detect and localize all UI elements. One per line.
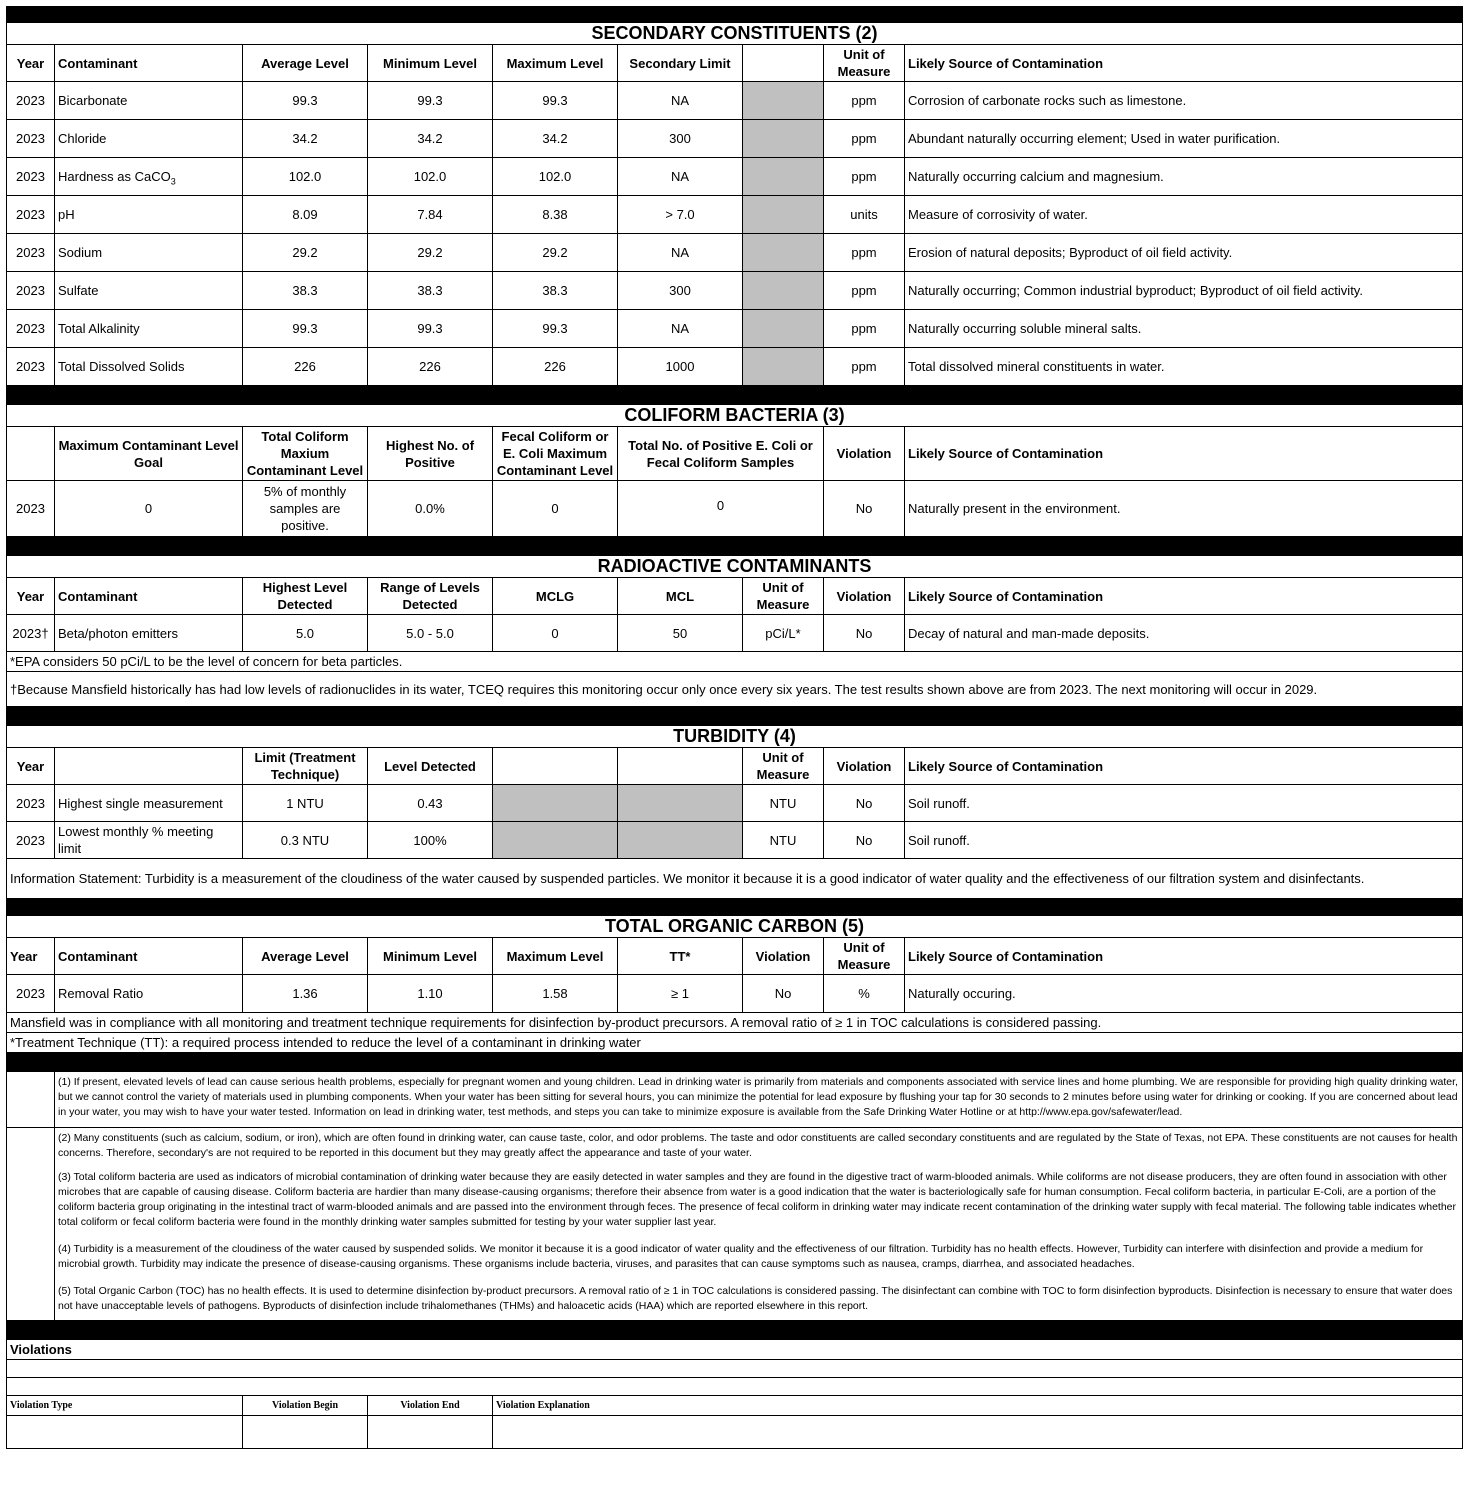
year-cell: 2023 [7, 272, 55, 310]
footnote-5: (5) Total Organic Carbon (TOC) has no health effects. It is used to determine disinfection by-product precursors. A removal ratio of ≥ 1 in TOC calculations is considered passing. The disinfectant can combine with TOC to form disinfection byproducts. Disinfection is necessary to ensure that water does not have unacceptable levels of pathogens. Byproducts of disinfection include trihalomethanes (THMs) and haloacetic acids (HAA) which are reported elsewhere in this report. [55, 1281, 1463, 1321]
tc-mcl-cell: 5% of monthly samples are positive. [243, 481, 368, 537]
average-cell: 29.2 [243, 234, 368, 272]
table-row [7, 234, 1463, 272]
shaded-cell [743, 158, 824, 196]
footnote-2: (2) Many constituents (such as calcium, sodium, or iron), which are often found in drinking water, can cause taste, color, and odor problems. The taste and odor constituents are called secondary constituents and are regulated by the State of Texas, not EPA. These constituents are not causes for health concerns. Therefore, secondary's are not required to be reported in this document but they may greatly affect the appearance and taste of your water. [55, 1128, 1463, 1168]
col-header [618, 748, 743, 785]
col-header [55, 748, 243, 785]
unit-cell: units [824, 196, 905, 234]
shaded-cell [743, 120, 824, 158]
footnote-4: (4) Turbidity is a measurement of the cloudiness of the water caused by suspended solids. We monitor it because it is a good indicator of water quality and the effectiveness of our filtration. Turbidity has no health effects. However, Turbidity can interfere with disinfection and provide a medium for microbial growth. Turbidity may indicate the presence of disease-causing organisms. These organisms include bacteria, viruses, and parasites that can cause symptoms such as nausea, cramps, diarrhea, and associated headaches. [55, 1239, 1463, 1281]
section-divider [7, 537, 1463, 556]
violation-type-cell [7, 1416, 243, 1449]
col-header: MCLG [493, 578, 618, 615]
col-header [7, 427, 55, 481]
average-cell: 8.09 [243, 196, 368, 234]
tt-cell: ≥ 1 [618, 975, 743, 1013]
total-positive-cell: 0 [618, 481, 824, 537]
limit-cell: 300 [618, 120, 743, 158]
contaminant-cell: Sodium [55, 234, 243, 272]
table-row [7, 481, 1463, 537]
toc-note: Mansfield was in compliance with all monitoring and treatment technique requirements for disinfection by-product precursors. A removal ratio of ≥ 1 in TOC calculations is considered passing. [7, 1013, 1463, 1033]
violation-cell: No [824, 785, 905, 822]
highest-cell: 5.0 [243, 615, 368, 652]
year-cell: 2023 [7, 975, 55, 1013]
average-cell: 38.3 [243, 272, 368, 310]
table-row [7, 120, 1463, 158]
unit-cell: ppm [824, 310, 905, 348]
turbidity-title: TURBIDITY (4) [7, 726, 1463, 748]
shaded-cell [618, 785, 743, 822]
minimum-cell: 1.10 [368, 975, 493, 1013]
source-cell: Decay of natural and man-made deposits. [905, 615, 1463, 652]
contaminant-cell [55, 158, 243, 196]
section-divider [7, 7, 1463, 23]
contaminant-cell: Total Dissolved Solids [55, 348, 243, 386]
table-row [7, 785, 1463, 822]
average-cell: 1.36 [243, 975, 368, 1013]
toc-note: *Treatment Technique (TT): a required process intended to reduce the level of a contaminant in drinking water [7, 1033, 1463, 1053]
col-header: Average Level [243, 45, 368, 82]
violation-cell: No [824, 481, 905, 537]
source-cell: Naturally occurring soluble mineral salts. [905, 310, 1463, 348]
footnote-3: (3) Total coliform bacteria are used as indicators of microbial contamination of drinking water because they are easily detected in water samples and they are found in the digestive tract of warm-blooded animals. While coliforms are not disease producers, they are often found in association with other microbes that are capable of causing disease. Coliform bacteria are hardier than many disease-causing organisms; therefore their absence from water is a good indication that the water is bacteriologically safe for human consumption. Fecal coliform bacteria, in particular E-Coli, are a portion of the coliform bacteria group originating in the intestinal tract of warm-blooded animals and are passed into the environment through feces. The presence of fecal coliform in drinking water may indicate recent contamination of the drinking water supply with fecal material. The following table indicates whether total coliform or fecal coliform bacteria were found in the monthly drinking water samples submitted for testing by your water supplier last year. [55, 1167, 1463, 1239]
violation-explanation-header: Violation Explanation [493, 1396, 1463, 1416]
unit-cell: ppm [824, 158, 905, 196]
source-cell: Naturally occurring calcium and magnesium. [905, 158, 1463, 196]
contaminant-cell: Removal Ratio [55, 975, 243, 1013]
shaded-cell [743, 234, 824, 272]
unit-cell: ppm [824, 234, 905, 272]
col-header: Total No. of Positive E. Coli or Fecal Coliform Samples [618, 427, 824, 481]
highest-cell: 0.0% [368, 481, 493, 537]
col-header: Total Coliform Maxium Contaminant Level [243, 427, 368, 481]
col-header: Fecal Coliform or E. Coli Maximum Contaminant Level [493, 427, 618, 481]
average-cell: 99.3 [243, 310, 368, 348]
col-header: Minimum Level [368, 938, 493, 975]
unit-cell: ppm [824, 348, 905, 386]
report-table [6, 6, 1463, 1449]
table-row [7, 272, 1463, 310]
minimum-cell: 99.3 [368, 82, 493, 120]
year-cell: 2023† [7, 615, 55, 652]
footnote-spacer [7, 1281, 55, 1321]
col-header: Likely Source of Contamination [905, 578, 1463, 615]
limit-cell: NA [618, 234, 743, 272]
year-cell: 2023 [7, 234, 55, 272]
col-header: Maximum Level [493, 938, 618, 975]
col-header: Maximum Contaminant Level Goal [55, 427, 243, 481]
violation-cell: No [743, 975, 824, 1013]
shaded-cell [618, 822, 743, 859]
col-header: Unit of Measure [743, 748, 824, 785]
violation-explanation-cell [493, 1416, 1463, 1449]
maximum-cell: 38.3 [493, 272, 618, 310]
contaminant-cell: Bicarbonate [55, 82, 243, 120]
col-header: Likely Source of Contamination [905, 427, 1463, 481]
contaminant-name: Hardness as CaCO [58, 169, 171, 184]
footnote-spacer [7, 1128, 55, 1168]
water-quality-report [6, 6, 1462, 1449]
year-cell: 2023 [7, 785, 55, 822]
unit-cell: ppm [824, 272, 905, 310]
table-row [7, 158, 1463, 196]
source-cell: Soil runoff. [905, 822, 1463, 859]
year-cell: 2023 [7, 822, 55, 859]
footnote-spacer [7, 1239, 55, 1281]
source-cell: Corrosion of carbonate rocks such as limestone. [905, 82, 1463, 120]
table-row [7, 615, 1463, 652]
level-cell: 100% [368, 822, 493, 859]
year-cell: 2023 [7, 196, 55, 234]
violation-cell: No [824, 822, 905, 859]
section-divider [7, 386, 1463, 405]
limit-cell: NA [618, 82, 743, 120]
col-header: Level Detected [368, 748, 493, 785]
contaminant-cell: pH [55, 196, 243, 234]
footnote-1: (1) If present, elevated levels of lead can cause serious health problems, especially for pregnant women and young children. Lead in drinking water is primarily from materials and components associated with service lines and home plumbing. We are responsible for providing high quality drinking water, but we cannot control the variety of materials used in plumbing components. When your water has been sitting for several hours, you can minimize the potential for lead exposure by flushing your tap for 30 seconds to 2 minutes before using water for drinking or cooking. If you are concerned about lead in your water, you may wish to have your water tested. Information on lead in drinking water, test methods, and steps you can take to minimize exposure is available from the Safe Drinking Water Hotline or at http://www.epa.gov/safewater/lead. [55, 1072, 1463, 1128]
range-cell: 5.0 - 5.0 [368, 615, 493, 652]
col-header: Year [7, 938, 55, 975]
limit-cell: 0.3 NTU [243, 822, 368, 859]
year-cell: 2023 [7, 348, 55, 386]
contaminant-cell: Total Alkalinity [55, 310, 243, 348]
level-cell: 0.43 [368, 785, 493, 822]
maximum-cell: 1.58 [493, 975, 618, 1013]
blank-row [7, 1360, 1463, 1378]
col-header: MCL [618, 578, 743, 615]
col-header: Minimum Level [368, 45, 493, 82]
col-header: TT* [618, 938, 743, 975]
year-cell: 2023 [7, 158, 55, 196]
year-cell: 2023 [7, 82, 55, 120]
unit-cell: NTU [743, 822, 824, 859]
limit-cell: NA [618, 158, 743, 196]
footnote-spacer [7, 1167, 55, 1239]
col-header: Likely Source of Contamination [905, 748, 1463, 785]
col-header: Highest Level Detected [243, 578, 368, 615]
blank-row [7, 1378, 1463, 1396]
radioactive-note: *EPA considers 50 pCi/L to be the level of concern for beta particles. [7, 652, 1463, 672]
source-cell: Naturally occurring; Common industrial byproduct; Byproduct of oil field activity. [905, 272, 1463, 310]
section-divider [7, 1321, 1463, 1340]
col-header: Likely Source of Contamination [905, 45, 1463, 82]
minimum-cell: 34.2 [368, 120, 493, 158]
coliform-title: COLIFORM BACTERIA (3) [7, 405, 1463, 427]
limit-cell: 300 [618, 272, 743, 310]
minimum-cell: 226 [368, 348, 493, 386]
col-header: Unit of Measure [824, 938, 905, 975]
maximum-cell: 8.38 [493, 196, 618, 234]
minimum-cell: 7.84 [368, 196, 493, 234]
violation-end-cell [368, 1416, 493, 1449]
unit-cell: pCi/L* [743, 615, 824, 652]
col-header: Unit of Measure [743, 578, 824, 615]
source-cell: Naturally present in the environment. [905, 481, 1463, 537]
minimum-cell: 102.0 [368, 158, 493, 196]
violation-end-header: Violation End [368, 1396, 493, 1416]
average-cell: 102.0 [243, 158, 368, 196]
shaded-cell [743, 196, 824, 234]
limit-cell: 1 NTU [243, 785, 368, 822]
col-header: Year [7, 578, 55, 615]
col-header: Secondary Limit [618, 45, 743, 82]
mcl-cell: 50 [618, 615, 743, 652]
violation-begin-header: Violation Begin [243, 1396, 368, 1416]
col-header: Highest No. of Positive [368, 427, 493, 481]
unit-cell: ppm [824, 82, 905, 120]
col-header: Contaminant [55, 45, 243, 82]
turbidity-info: Information Statement: Turbidity is a measurement of the cloudiness of the water caused by suspended particles. We monitor it because it is a good indicator of water quality and the effectiveness of our filtration system and disinfectants. [7, 859, 1463, 899]
limit-cell: > 7.0 [618, 196, 743, 234]
contaminant-cell: Beta/photon emitters [55, 615, 243, 652]
violation-begin-cell [243, 1416, 368, 1449]
source-cell: Erosion of natural deposits; Byproduct of oil field activity. [905, 234, 1463, 272]
average-cell: 99.3 [243, 82, 368, 120]
unit-cell: % [824, 975, 905, 1013]
col-header: Year [7, 45, 55, 82]
col-header [493, 748, 618, 785]
toc-title: TOTAL ORGANIC CARBON (5) [7, 916, 1463, 938]
minimum-cell: 29.2 [368, 234, 493, 272]
contaminant-cell: Chloride [55, 120, 243, 158]
col-header [743, 45, 824, 82]
table-row [7, 822, 1463, 859]
maximum-cell: 99.3 [493, 310, 618, 348]
subscript: 3 [170, 176, 176, 187]
secondary-title: SECONDARY CONSTITUENTS (2) [7, 23, 1463, 45]
shaded-cell [743, 272, 824, 310]
measurement-cell: Lowest monthly % meeting limit [55, 822, 243, 859]
year-cell: 2023 [7, 120, 55, 158]
col-header: Average Level [243, 938, 368, 975]
col-header: Likely Source of Contamination [905, 938, 1463, 975]
unit-cell: ppm [824, 120, 905, 158]
source-cell: Naturally occuring. [905, 975, 1463, 1013]
footnote-spacer [7, 1072, 55, 1128]
table-row [7, 82, 1463, 120]
table-row [7, 196, 1463, 234]
col-header: Range of Levels Detected [368, 578, 493, 615]
shaded-cell [743, 348, 824, 386]
maximum-cell: 226 [493, 348, 618, 386]
year-cell: 2023 [7, 310, 55, 348]
col-header: Violation [824, 748, 905, 785]
limit-cell: NA [618, 310, 743, 348]
col-header: Year [7, 748, 55, 785]
section-divider [7, 707, 1463, 726]
col-header: Maximum Level [493, 45, 618, 82]
table-row [7, 975, 1463, 1013]
col-header: Limit (Treatment Technique) [243, 748, 368, 785]
maximum-cell: 102.0 [493, 158, 618, 196]
minimum-cell: 38.3 [368, 272, 493, 310]
col-header: Contaminant [55, 578, 243, 615]
mclg-cell: 0 [493, 615, 618, 652]
minimum-cell: 99.3 [368, 310, 493, 348]
table-row [7, 310, 1463, 348]
shaded-cell [743, 310, 824, 348]
fecal-mcl-cell: 0 [493, 481, 618, 537]
section-divider [7, 1053, 1463, 1072]
measurement-cell: Highest single measurement [55, 785, 243, 822]
radioactive-note: †Because Mansfield historically has had low levels of radionuclides in its water, TCEQ requires this monitoring occur only once every six years. The test results shown above are from 2023. The next monitoring will occur in 2029. [7, 672, 1463, 707]
mclg-cell: 0 [55, 481, 243, 537]
average-cell: 34.2 [243, 120, 368, 158]
source-cell: Soil runoff. [905, 785, 1463, 822]
maximum-cell: 34.2 [493, 120, 618, 158]
shaded-cell [743, 82, 824, 120]
col-header: Unit of Measure [824, 45, 905, 82]
col-header: Violation [824, 427, 905, 481]
radioactive-title: RADIOACTIVE CONTAMINANTS [7, 556, 1463, 578]
maximum-cell: 99.3 [493, 82, 618, 120]
section-divider [7, 899, 1463, 916]
unit-cell: NTU [743, 785, 824, 822]
violation-cell: No [824, 615, 905, 652]
shaded-cell [493, 822, 618, 859]
col-header: Contaminant [55, 938, 243, 975]
year-cell: 2023 [7, 481, 55, 537]
col-header: Violation [824, 578, 905, 615]
source-cell: Abundant naturally occurring element; Used in water purification. [905, 120, 1463, 158]
average-cell: 226 [243, 348, 368, 386]
violations-title: Violations [7, 1340, 1463, 1360]
violation-type-header: Violation Type [7, 1396, 243, 1416]
contaminant-cell: Sulfate [55, 272, 243, 310]
table-row [7, 348, 1463, 386]
maximum-cell: 29.2 [493, 234, 618, 272]
source-cell: Measure of corrosivity of water. [905, 196, 1463, 234]
col-header: Violation [743, 938, 824, 975]
source-cell: Total dissolved mineral constituents in water. [905, 348, 1463, 386]
shaded-cell [493, 785, 618, 822]
limit-cell: 1000 [618, 348, 743, 386]
